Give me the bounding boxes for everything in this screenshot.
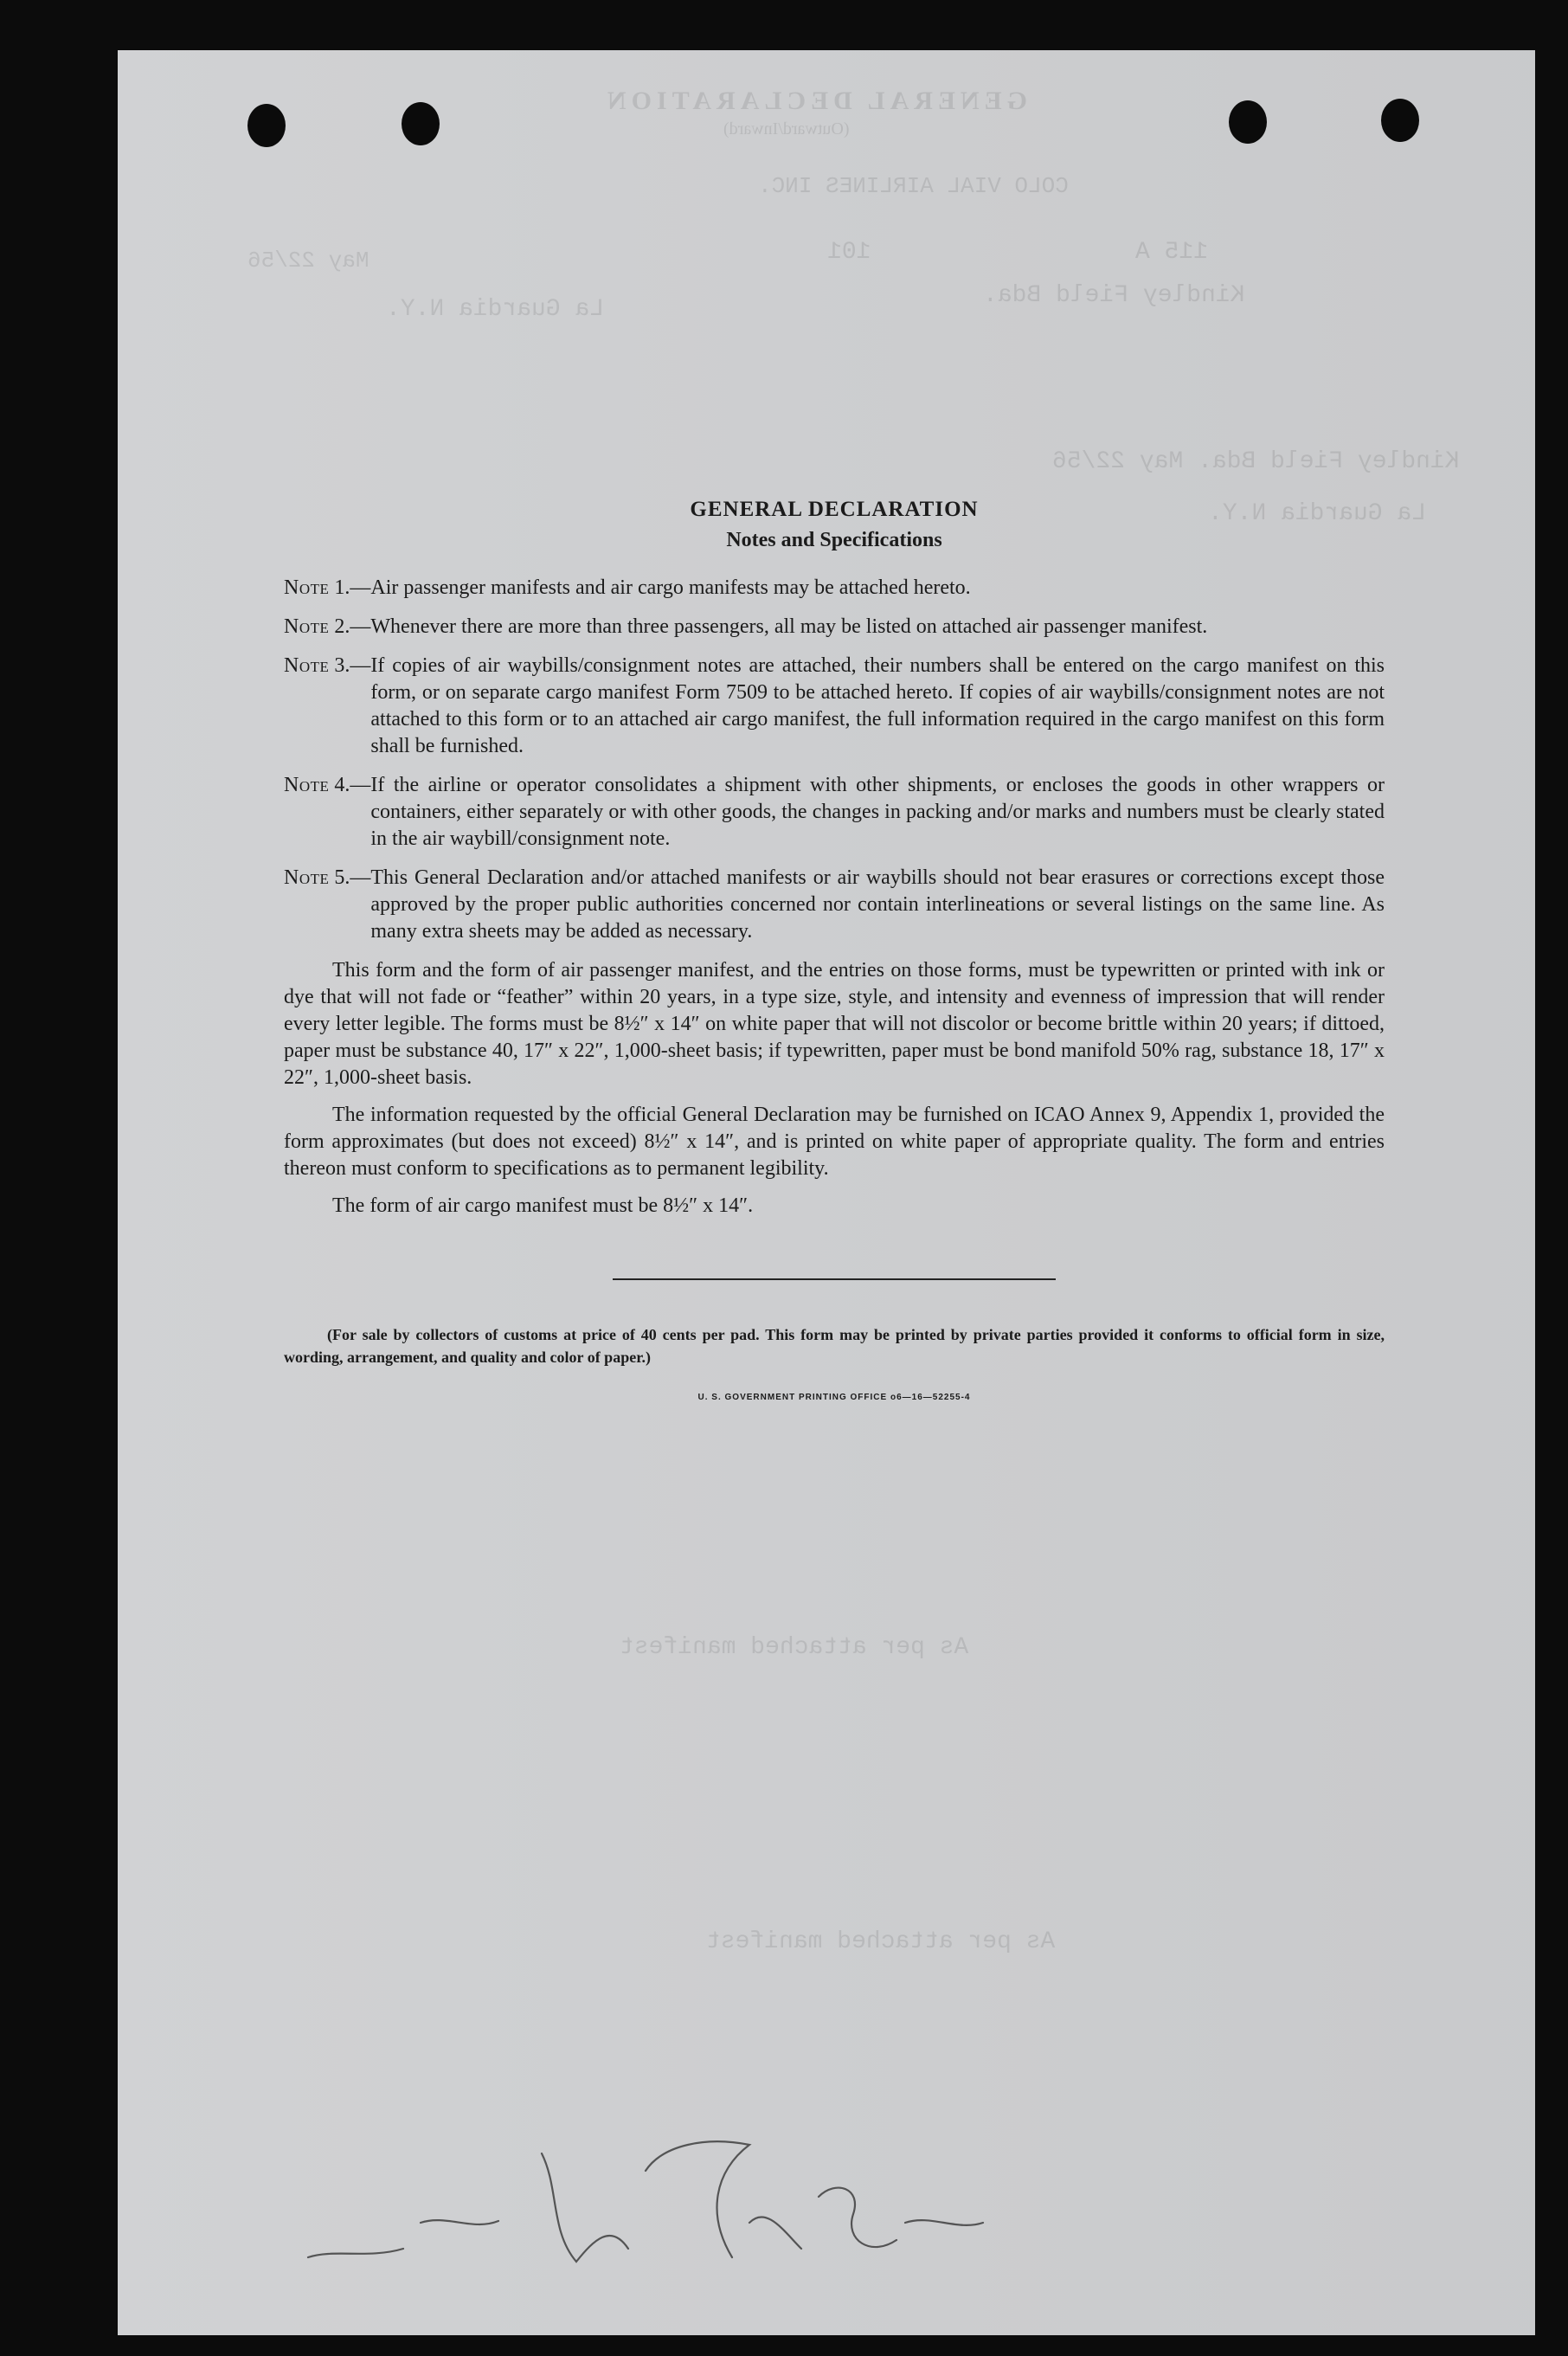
bleed-cargo: As per attached manifest <box>706 1928 1056 1955</box>
paragraph-form-requirements: This form and the form of air passenger manifest, and the entries on those forms, must be typewritten or printed with ink or dye that will not fade or “feather” within 20 years, in a type size, style, and intensity and evenness of impression that will render every letter legible. The forms must be 8½″ x 14″ on white paper that will not discolor or become brittle within 20 years; if dittoed, paper must be substance 40, 17″ x 22″, 1,000-sheet basis; if typewritten, paper must be bond manifold 50% rag, substance 18, 17″ x 22″, 1,000-sheet basis. <box>284 959 1385 1089</box>
note-label: Note 5.— <box>284 866 371 889</box>
note-label: Note 2.— <box>284 615 371 638</box>
page-subtitle: Notes and Specifications <box>726 529 942 551</box>
punch-hole <box>247 104 286 147</box>
punch-hole <box>402 102 440 145</box>
note-1 <box>284 575 1385 602</box>
paragraph-cargo-size: The form of air cargo manifest must be 8½″ x 14″. <box>332 1194 754 1217</box>
notes-content <box>284 498 1385 1402</box>
note-3 <box>284 653 1385 760</box>
note-label: Note 3.— <box>284 654 371 677</box>
note-4 <box>284 772 1385 853</box>
punch-hole <box>1381 99 1419 142</box>
paragraph-icao: The information requested by the official General Declaration may be furnished on ICAO Annex 9, Appendix 1, provided the form approximates (but does not exceed) 8½″ x 14″, and is printed on white paper of appropriate quality. The form and entries thereon must conform to specifications as to permanent legibility. <box>284 1104 1385 1180</box>
bleed-header-sub: (Outward/Inward) <box>723 119 850 138</box>
note-2 <box>284 614 1385 640</box>
note-text: If copies of air waybills/consignment notes are attached, their numbers shall be entered on the cargo manifest on this form, or on separate cargo manifest Form 7509 to be attached hereto. If copies of air waybills/consignment notes are not attached to this form or to an attached air cargo manifest, the full information required in the cargo manifest on this form shall be furnished. <box>370 654 1385 757</box>
note-label: Note 1.— <box>284 576 371 599</box>
note-label: Note 4.— <box>284 774 371 796</box>
bleed-airline: COLO VIAL AIRLINES INC. <box>758 173 1069 199</box>
bleed-date: May 22/56 <box>247 248 370 274</box>
note-text: Whenever there are more than three passengers, all may be listed on attached air passenger manifest. <box>370 615 1208 638</box>
bleed-aircraft: 115 A <box>1135 239 1209 266</box>
bleed-route-1: Kindley Field Bda. May 22/56 <box>1052 448 1460 475</box>
bleed-flight: 101 <box>827 239 871 266</box>
handwritten-signature <box>299 2119 1009 2266</box>
note-5 <box>284 865 1385 945</box>
punch-hole <box>1229 100 1267 144</box>
divider-rule <box>613 1278 1056 1280</box>
bleed-header-title: GENERAL DECLARATION <box>602 87 1028 115</box>
bleed-place-from: Kindley Field Bda. <box>983 282 1245 309</box>
sale-notice: (For sale by collectors of customs at price of 40 cents per pad. This form may be printed by private parties provided it conforms to official form in size, wording, arrangement, and quality and color of paper.) <box>284 1326 1385 1366</box>
bleed-passengers: As per attached manifest <box>620 1634 969 1661</box>
note-text: If the airline or operator consolidates a shipment with other shipments, or encloses the goods in other wrappers or containers, either separately or with other goods, the changes in packing and/or marks and numbers must be clearly stated in the air waybill/consignment note. <box>370 774 1385 850</box>
bleed-place-to: La Guardia N.Y. <box>386 296 605 323</box>
document-page <box>118 50 1535 2335</box>
bleed-route-2: La Guardia N.Y. <box>1208 500 1427 527</box>
note-text: Air passenger manifests and air cargo manifests may be attached hereto. <box>370 576 971 599</box>
note-text: This General Declaration and/or attached manifests or air waybills should not bear erasures or corrections except those approved by the proper public authorities concerned nor contain interlineations or several listings on the same line. As many extra sheets may be added as necessary. <box>370 866 1385 943</box>
page-title: GENERAL DECLARATION <box>690 498 979 521</box>
printing-office-line: U. S. GOVERNMENT PRINTING OFFICE o6—16—52255-4 <box>697 1393 971 1402</box>
